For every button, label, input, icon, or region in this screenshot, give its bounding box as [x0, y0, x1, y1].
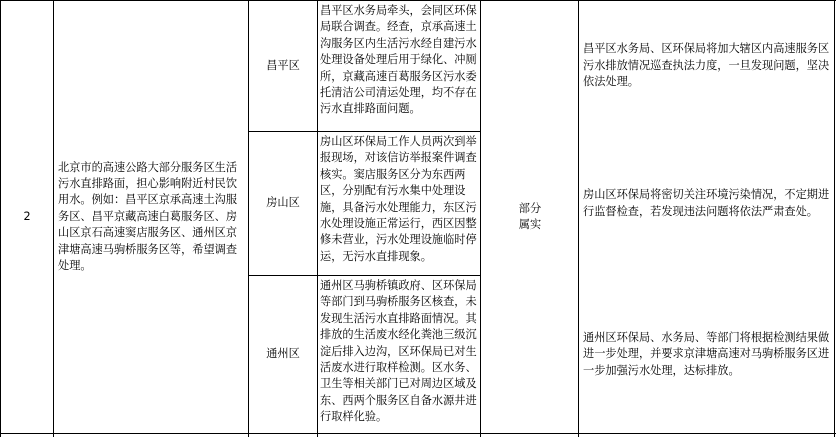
investigation-text: 昌平区水务局牵头，会同区环保局联合调查。经查，京承高速土沟服务区内生活污水经自建污水处理设备处理后用于绿化、冲厕所，京藏高速百葛服务区污水委托清洁公司清运处理，均不存在污水直排路面问题。: [320, 4, 477, 116]
action-text: 房山区环保局将密切关注环境污染情况，不定期进行监督检查，若发现违法问题将依法严肃查处。: [583, 188, 830, 218]
action-fangshan: [583, 132, 831, 275]
district-label: 昌平区: [266, 58, 300, 72]
investigation-fangshan: [320, 134, 478, 275]
action-tongzhou: [583, 276, 831, 433]
col-divider-3: [317, 0, 318, 437]
investigation-text: 房山区环保局工作人员两次到举报现场，对该信访举报案件调查核实。窦店服务区分为东西两区，分别配有污水集中处理设施，具备污水处理能力，东区污水处理设施正常运行，西区因整修未营业，污水处理设施临时停运，无污水直排现象。: [320, 135, 477, 263]
district-label: 通州区: [266, 347, 300, 361]
action-changping: [583, 1, 831, 131]
col-divider-5: [578, 0, 579, 437]
status-text: 部分属实: [518, 201, 542, 231]
investigation-changping: [320, 3, 478, 131]
row-index-text: 2: [23, 209, 31, 223]
district-name-changping: [249, 1, 317, 131]
investigation-text: 通州区马驹桥镇政府、区环保局等部门到马驹桥服务区核查，未发现生活污水直排路面情况。其排放的生活废水经化粪池三级沉淀后排入边沟，区环保局已对生活废水进行取样检测。区水务、卫生等相关部门已对周边区域及东、西两个服务区自备水源井进行取样化验。: [320, 279, 477, 424]
action-text: 通州区环保局、水务局、等部门将根据检测结果做进一步处理，并要求京津塘高速对马驹桥服务区进一步加强污水处理，达标排放。: [583, 330, 830, 377]
action-text: 昌平区水务局、区环保局将加大辖区内高速服务区污水排放情况巡查执法力度，一旦发现问题，坚决依法处理。: [583, 42, 830, 89]
status-cell: [515, 1, 545, 433]
investigation-tongzhou: [320, 278, 478, 433]
row-index: [1, 1, 53, 433]
issue-text: 北京市的高速公路大部分服务区生活污水直排路面，担心影响附近村民饮用水。例如：昌平区京承高速土沟服务区、昌平京藏高速白葛服务区、房山区京石高速窦店服务区、通州区京津塘高速马驹桥服务区等，希望调查处理。: [58, 160, 238, 273]
col-divider-4: [480, 0, 481, 437]
district-name-tongzhou: [249, 276, 317, 433]
district-name-fangshan: [249, 132, 317, 275]
table-border-bottom: [0, 433, 836, 434]
issue-cell: [58, 1, 244, 433]
col-divider-1: [53, 0, 54, 437]
district-label: 房山区: [266, 196, 300, 210]
col-divider-6: [834, 0, 835, 437]
